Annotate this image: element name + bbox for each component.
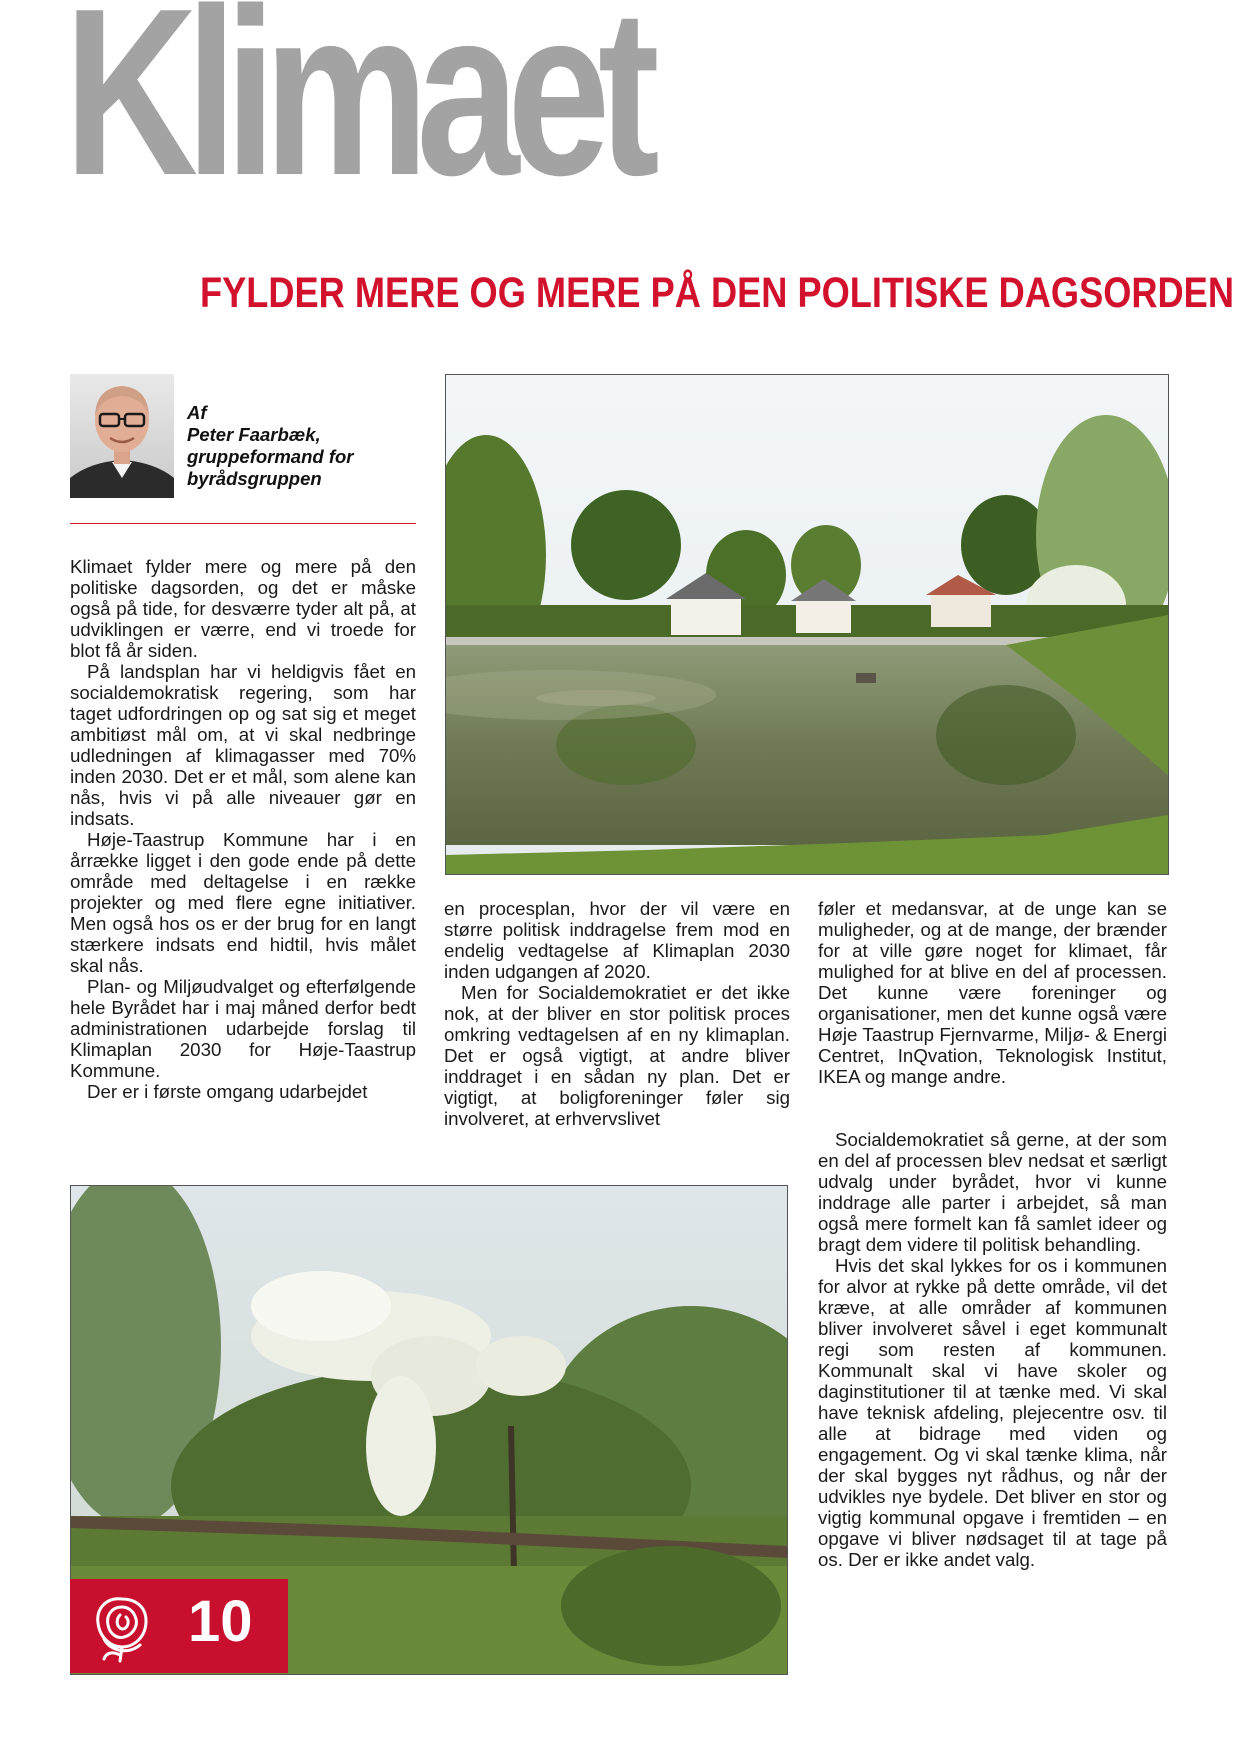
paragraph: Hvis det skal lykkes for os i kommunen for alvor at rykke på dette område, vil det kræve, at alle områder af kommunen bliver involveret såvel i eget kommunalt regi som resten af kommunen. Kommunalt skal vi have skoler og daginstitutioner til at tænke med. Vi skal have teknisk afdeling, plejecentre osv. til alle at bidrage med viden og engagement. Og vi skal tænke klima, når der skal bygges nyt rådhus, og når der udvikles nye bydele. Det bliver en stor og vigtig kommunal opgave i fremtiden – en opgave vi bliver nødsaget til at tage på os. Der er ikke andet valg.: [818, 1255, 1167, 1570]
article-column-3: [818, 898, 1167, 1087]
rose-icon: [84, 1589, 160, 1665]
author-name: Peter Faarbæk,: [187, 424, 321, 445]
paragraph: Socialdemokratiet så gerne, at der som en del af processen blev nedsat et særligt udvalg under byrådet, hvor vi kunne inddrage alle parter i arbejdet, så man også mere formelt kan få samlet ideer og bragt dem videre til politisk behandling.: [818, 1129, 1167, 1255]
page-subtitle: FYLDER MERE OG MERE PÅ DEN POLITISKE DAGSORDEN: [200, 269, 1234, 317]
page-number-badge: [70, 1579, 288, 1673]
article-column-1: [70, 556, 416, 1102]
author-portrait: [70, 374, 174, 498]
article-column-3-lower: [818, 1129, 1167, 1570]
paragraph: På landsplan har vi heldigvis fået en socialdemokratisk regering, som har taget udfordringen op og sat sig et meget ambitiøst mål om, at vi skal nedbringe udledningen af klimagasser med 70% inden 2030. Det er et mål, som alene kan nås, hvis vi på alle niveauer gør en indsats.: [70, 661, 416, 829]
author-role-line2: byrådsgruppen: [187, 468, 322, 489]
village-pond-photo: [445, 374, 1169, 875]
paragraph: Høje-Taastrup Kommune har i en årrække ligget i den gode ende på dette område med deltagelse i en række projekter og med flere egne initiativer. Men også hos os er der brug for en langt stærkere indsats end hidtil, hvis målet skal nås.: [70, 829, 416, 976]
byline-prefix: Af: [187, 402, 207, 423]
page-title: Klimaet: [64, 0, 648, 225]
paragraph: Klimaet fylder mere og mere på den politiske dagsorden, og det er måske også på tide, for desværre tyder alt på, at udviklingen er værre, end vi troede for blot få år siden.: [70, 556, 416, 661]
page-number: 10: [188, 1589, 253, 1654]
byline-divider: [70, 523, 416, 524]
byline: [187, 402, 417, 490]
paragraph: Der er i første omgang udarbejdet: [87, 1081, 368, 1102]
article-column-2: [444, 898, 790, 1129]
paragraph: føler et medansvar, at de unge kan se muligheder, og at de mange, der brænder for at ville gøre noget for klimaet, får mulighed for at blive en del af processen. Det kunne være foreninger og organisationer, men det kunne også være Høje Taastrup Fjernvarme, Miljø- & Energi Centret, InQvation, Teknologisk Institut, IKEA og mange andre.: [818, 898, 1167, 1087]
paragraph: Plan- og Miljøudvalget og efterfølgende hele Byrådet har i maj måned derfor bedt administrationen udarbejde forslag til Klimaplan 2030 for Høje-Taastrup Kommune.: [70, 976, 416, 1081]
author-role-line1: gruppeformand for: [187, 446, 354, 467]
paragraph: Men for Socialdemokratiet er det ikke nok, at der bliver en stor politisk proces omkring vedtagelsen af en ny klimaplan. Det er også vigtigt, at andre bliver inddraget i en sådan ny plan. Det er vigtigt, at boligforeninger føler sig involveret, at erhvervslivet: [444, 982, 790, 1129]
paragraph: en procesplan, hvor der vil være en større politisk inddragelse frem mod en endelig vedtagelse af Klimaplan 2030 inden udgangen af 2020.: [444, 898, 790, 982]
